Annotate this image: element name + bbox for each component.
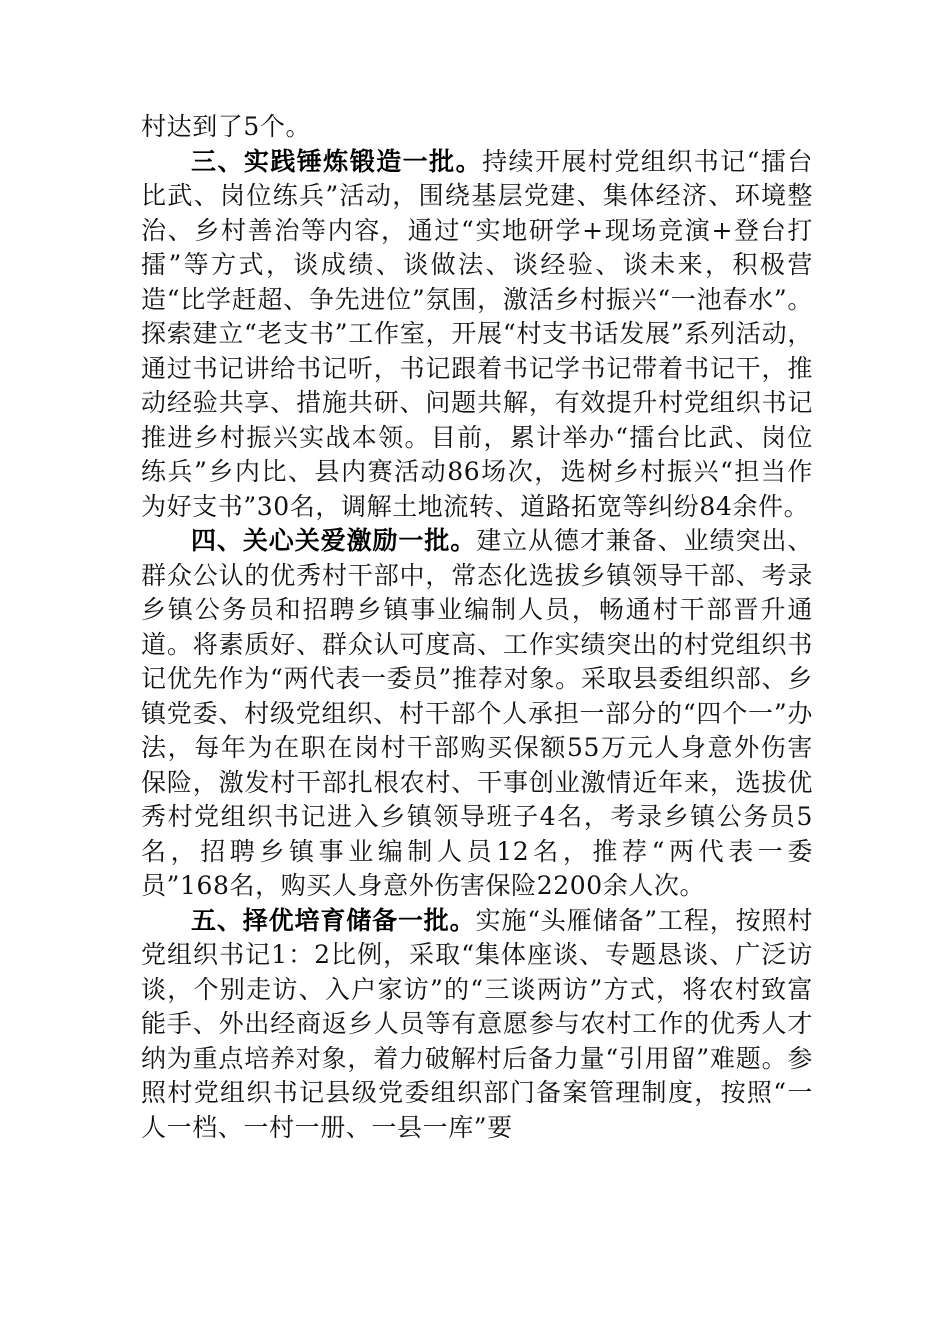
section-heading: 五、择优培育储备一批。 [191,905,476,935]
paragraph-body: 建立从德才兼备、业绩突出、群众公认的优秀村干部中，常态化选拔乡镇领导干部、考录乡镇公务员和招聘乡镇事业编制人员，畅通村干部晋升通道。将素质好、群众认可度高、工作实绩突出的村党组织书记优先作为“两代表一委员”推荐对象。采取县委组织部、乡镇党委、村级党组织、村干部个人承担一部分的“四个一”办法，每年为在职在岗村干部购买保额55万元人身意外伤害保险，激发村干部扎根农村、干事创业激情近年来，选拔优秀村党组织书记进入乡镇领导班子4名，考录乡镇公务员5名，招聘乡镇事业编制人员12名，推荐“两代表一委员”168名，购买人身意外伤害保险2200余人次。 [141,526,813,900]
paragraph-body: 持续开展村党组织书记“擂台比武、岗位练兵”活动，围绕基层党建、集体经济、环境整治、乡村善治等内容，通过“实地研学+现场竞演+登台打擂”等方式，谈成绩、谈做法、谈经验、谈未来，积极营造“比学赶超、争先进位”氛围，激活乡村振兴“一池春水”。探索建立“老支书”工作室，开展“村支书话发展”系列活动，通过书记讲给书记听，书记跟着书记学书记带着书记干，推动经验共享、措施共研、问题共解，有效提升村党组织书记推进乡村振兴实战本领。目前，累计举办“擂台比武、岗位练兵”乡内比、县内赛活动86场次，选树乡村振兴“担当作为好支书”30名，调解土地流转、道路拓宽等纠纷84余件。 [141,146,813,521]
section-heading: 四、关心关爱激励一批。 [191,526,477,555]
section-heading: 三、实践锤炼锻造一批。 [191,146,483,176]
paragraph-section-5 [141,904,813,1146]
paragraph-section-4 [141,524,813,904]
paragraph-body: 实施“头雁储备”工程，按照村党组织书记1：2比例，采取“集体座谈、专题恳谈、广泛访谈，个别走访、入户家访”的“三谈两访”方式，将农村致富能手、外出经商返乡人员等有意愿参与农村工作的优秀人才纳为重点培养对象，着力破解村后备力量“引用留”难题。参照村党组织书记县级党委组织部门备案管理制度，按照“一人一档、一村一册、一县一库”要 [141,905,813,1142]
paragraph-continuation [141,110,813,145]
paragraph-body: 村达到了5个。 [141,112,312,141]
paragraph-section-3 [141,145,813,525]
document-body [141,110,813,1145]
